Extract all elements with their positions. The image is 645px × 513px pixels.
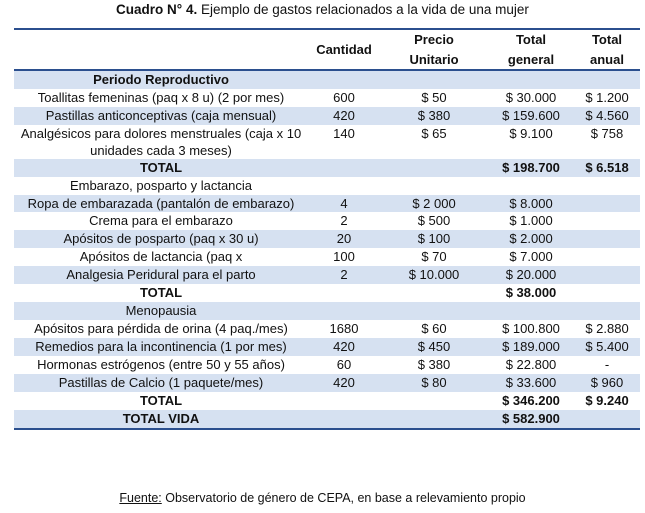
item-cell: Toallitas femeninas (paq x 8 u) (2 por mes) [14,89,308,107]
total-general-cell: $ 30.000 [488,89,574,107]
header-item [14,29,308,70]
total-general-value: $ 198.700 [488,159,574,177]
total-anual-value: $ 6.518 [574,159,640,177]
total-anual-cell: $ 960 [574,374,640,392]
item-cell: Crema para el embarazo [14,212,308,230]
item-cell: Apósitos de posparto (paq x 30 u) [14,230,308,248]
precio-cell: $ 450 [380,338,488,356]
precio-cell: $ 2 000 [380,195,488,212]
total-general-cell: $ 8.000 [488,195,574,212]
section-title: Periodo Reproductivo [14,70,308,89]
table-row [14,195,640,212]
expenses-table [14,28,640,430]
total-anual-cell: $ 2.880 [574,320,640,338]
total-general-cell: $ 1.000 [488,212,574,230]
precio-cell: $ 65 [380,125,488,159]
total-anual-cell: $ 758 [574,125,640,159]
precio-cell: $ 60 [380,320,488,338]
source-note [0,489,645,507]
total-anual-cell [574,230,640,248]
total-general-cell: $ 100.800 [488,320,574,338]
cantidad-cell: 2 [308,212,380,230]
total-general-cell: $ 33.600 [488,374,574,392]
total-general-cell: $ 189.000 [488,338,574,356]
section-header-embarazo [14,177,640,195]
section-header-reproductivo [14,70,640,89]
precio-cell: $ 500 [380,212,488,230]
total-vida-row [14,410,640,429]
section-header-menopausia [14,302,640,320]
precio-cell: $ 70 [380,248,488,266]
header-total-general-line2: general [488,50,574,70]
total-anual-cell: $ 1.200 [574,89,640,107]
cantidad-cell: 60 [308,356,380,374]
section-total-row [14,284,640,302]
item-cell: Ropa de embarazada (pantalón de embarazo) [14,195,308,212]
total-anual-cell: - [574,356,640,374]
total-anual-value [574,284,640,302]
total-general-value: $ 38.000 [488,284,574,302]
cantidad-cell: 420 [308,338,380,356]
item-cell: Apósitos de lactancia (paq x [14,248,308,266]
total-general-cell: $ 2.000 [488,230,574,248]
caption-text: Ejemplo de gastos relacionados a la vida de una mujer [200,2,529,17]
cantidad-cell: 100 [308,248,380,266]
table-row [14,212,640,230]
table-row [14,266,640,284]
header-total-general-line1: Total [488,29,574,50]
total-general-cell: $ 159.600 [488,107,574,125]
cantidad-cell: 4 [308,195,380,212]
total-anual-cell [574,212,640,230]
table-row [14,356,640,374]
table-row [14,320,640,338]
precio-cell: $ 100 [380,230,488,248]
precio-cell: $ 80 [380,374,488,392]
cantidad-cell: 20 [308,230,380,248]
total-general-cell: $ 7.000 [488,248,574,266]
item-cell: Pastillas de Calcio (1 paquete/mes) [14,374,308,392]
total-label: TOTAL [14,392,308,410]
total-general-value: $ 346.200 [488,392,574,410]
precio-cell: $ 380 [380,356,488,374]
total-general-cell: $ 9.100 [488,125,574,159]
item-cell: Remedios para la incontinencia (1 por mes) [14,338,308,356]
cantidad-cell: 420 [308,107,380,125]
section-title: Menopausia [14,302,308,320]
total-anual-cell: $ 5.400 [574,338,640,356]
total-label: TOTAL [14,159,308,177]
source-text: Observatorio de género de CEPA, en base a relevamiento propio [165,491,526,505]
section-total-row [14,392,640,410]
cantidad-cell: 1680 [308,320,380,338]
total-anual-cell [574,266,640,284]
table-row [14,230,640,248]
total-anual-cell [574,248,640,266]
total-vida-label: TOTAL VIDA [14,410,308,429]
section-title: Embarazo, posparto y lactancia [14,177,308,195]
total-label: TOTAL [14,284,308,302]
header-row [14,29,640,50]
header-precio-line2: Unitario [380,50,488,70]
precio-cell: $ 50 [380,89,488,107]
header-precio-line1: Precio [380,29,488,50]
precio-cell: $ 10.000 [380,266,488,284]
cantidad-cell: 2 [308,266,380,284]
table-row [14,107,640,125]
source-label: Fuente: [119,491,162,505]
total-anual-value: $ 9.240 [574,392,640,410]
table-caption [0,1,645,19]
item-cell: Hormonas estrógenos (entre 50 y 55 años) [14,356,308,374]
cantidad-cell: 140 [308,125,380,159]
header-total-anual-line1: Total [574,29,640,50]
total-general-cell: $ 20.000 [488,266,574,284]
item-cell: Analgesia Peridural para el parto [14,266,308,284]
table-row [14,374,640,392]
table-row [14,338,640,356]
table-row [14,89,640,107]
caption-label: Cuadro N° 4. [116,2,198,17]
cantidad-cell: 420 [308,374,380,392]
item-cell: Pastillas anticonceptivas (caja mensual) [14,107,308,125]
table-row [14,248,640,266]
item-cell: Apósitos para pérdida de orina (4 paq./mes) [14,320,308,338]
table-row [14,125,640,159]
total-general-cell: $ 22.800 [488,356,574,374]
header-total-anual-line2: anual [574,50,640,70]
item-cell: Analgésicos para dolores menstruales (caja x 10 unidades cada 3 meses) [14,125,308,159]
cantidad-cell: 600 [308,89,380,107]
precio-cell: $ 380 [380,107,488,125]
total-anual-cell: $ 4.560 [574,107,640,125]
total-anual-cell [574,195,640,212]
total-vida-value: $ 582.900 [488,410,574,429]
section-total-row [14,159,640,177]
header-cantidad: Cantidad [308,29,380,70]
